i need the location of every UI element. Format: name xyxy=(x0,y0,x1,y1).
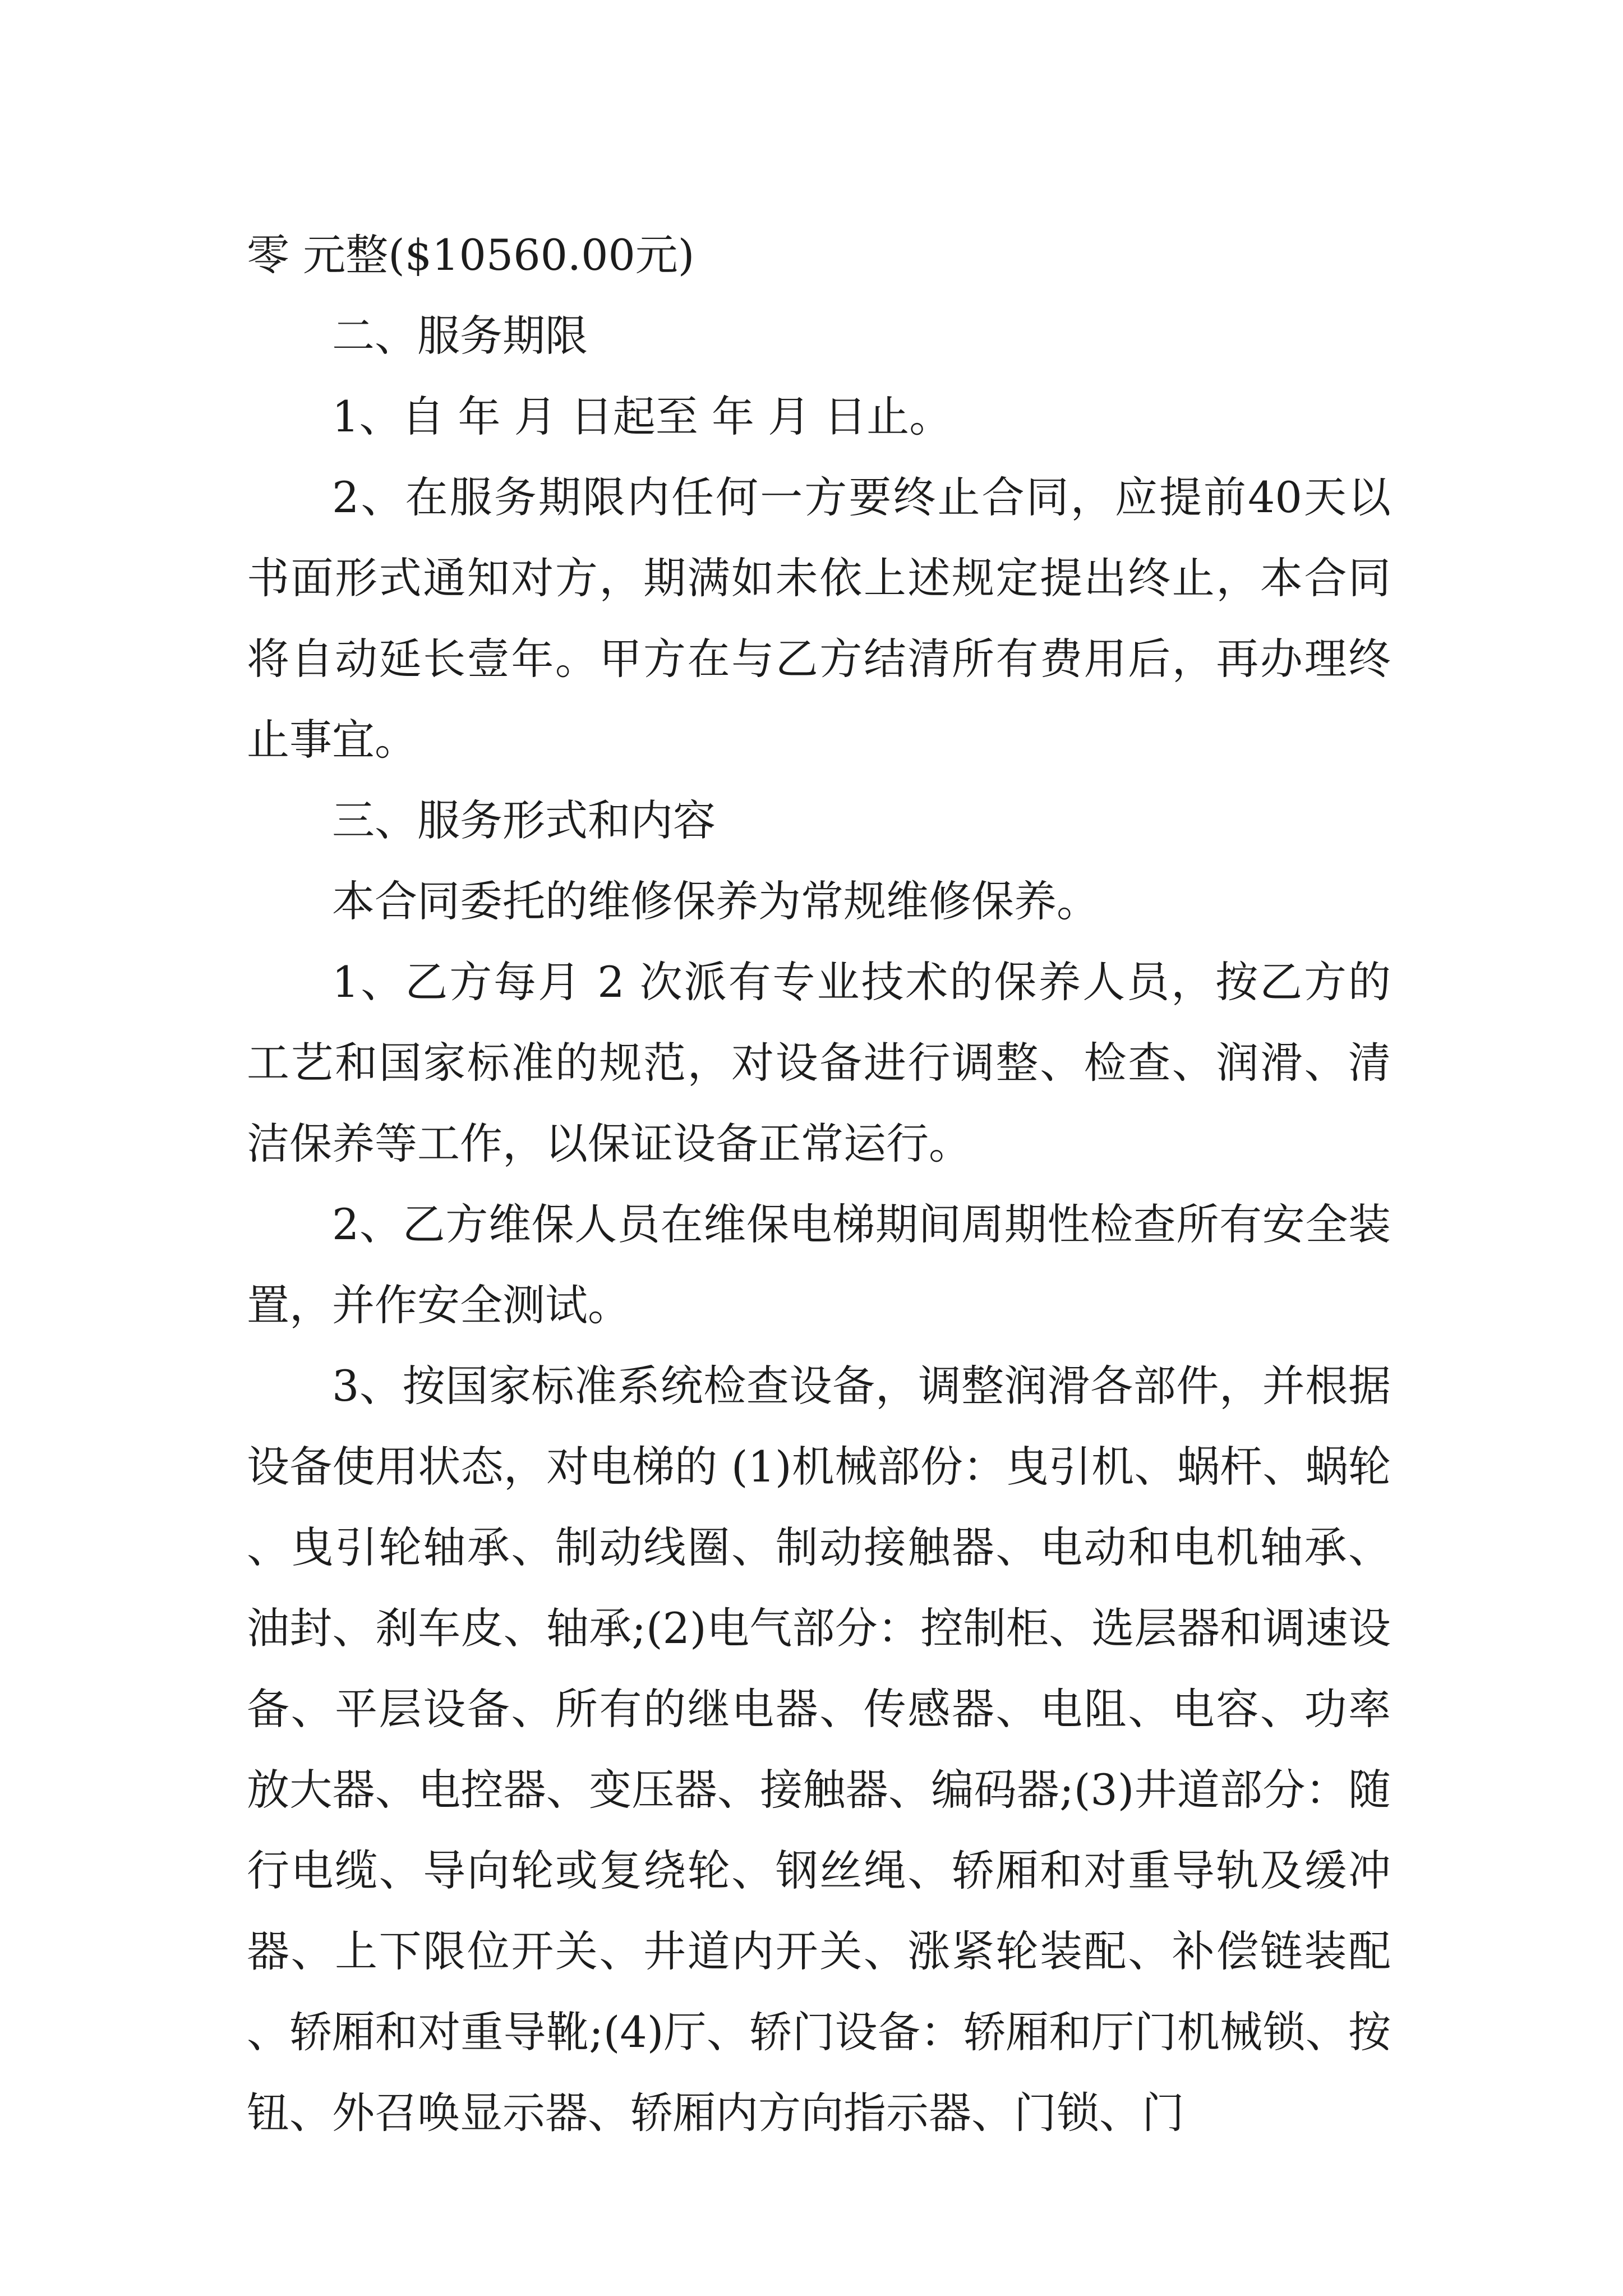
paragraph-period-dates: 1、自 年 月 日起至 年 月 日止。 xyxy=(332,392,952,441)
paragraph-termination: 2、在服务期限内任何一方要终止合同，应提前40天以书面形式通知对方，期满如未依上述规定提出终止，本合同将自动延长壹年。甲方在与乙方结清所有费用后，再办理终止事宜。 xyxy=(247,472,1391,765)
paragraph-amount: 零 元整($10560.00元) xyxy=(247,230,695,280)
paragraph-clause-3: 3、按国家标准系统检查设备，调整润滑各部件，并根据设备使用状态，对电梯的 (1)机械部份：曳引机、蜗杆、蜗轮、曳引轮轴承、制动线圈、制动接触器、电动和电机轴承、油封、刹车皮、轴承;(2)电气部分：控制柜、选层器和调速设备、平层设备、所有的继电器、传感器、电阻、电容、功率放大器、电控器、变压器、接触器、编码器;(3)井道部分：随行电缆、导向轮或复绕轮、钢丝绳、轿厢和对重导轨及缓冲器、上下限位开关、井道内开关、涨紧轮装配、补偿链装配、轿厢和对重导靴;(4)厅、轿门设备：轿厢和厅门机械锁、按钮、外召唤显示器、轿厢内方向指示器、门锁、门 xyxy=(247,1361,1391,2138)
paragraph-clause-2: 2、乙方维保人员在维保电梯期间周期性检查所有安全装置，并作安全测试。 xyxy=(247,1199,1391,1330)
paragraph-clause-1: 1、乙方每月 2 次派有专业技术的保养人员，按乙方的工艺和国家标准的规范，对设备进行调整、检查、润滑、清洁保养等工作，以保证设备正常运行。 xyxy=(247,957,1391,1168)
document-body xyxy=(247,215,1391,2154)
heading-service-period: 二、服务期限 xyxy=(332,311,588,361)
heading-service-content: 三、服务形式和内容 xyxy=(332,795,716,845)
paragraph-maintenance-type: 本合同委托的维修保养为常规维修保养。 xyxy=(332,876,1099,926)
